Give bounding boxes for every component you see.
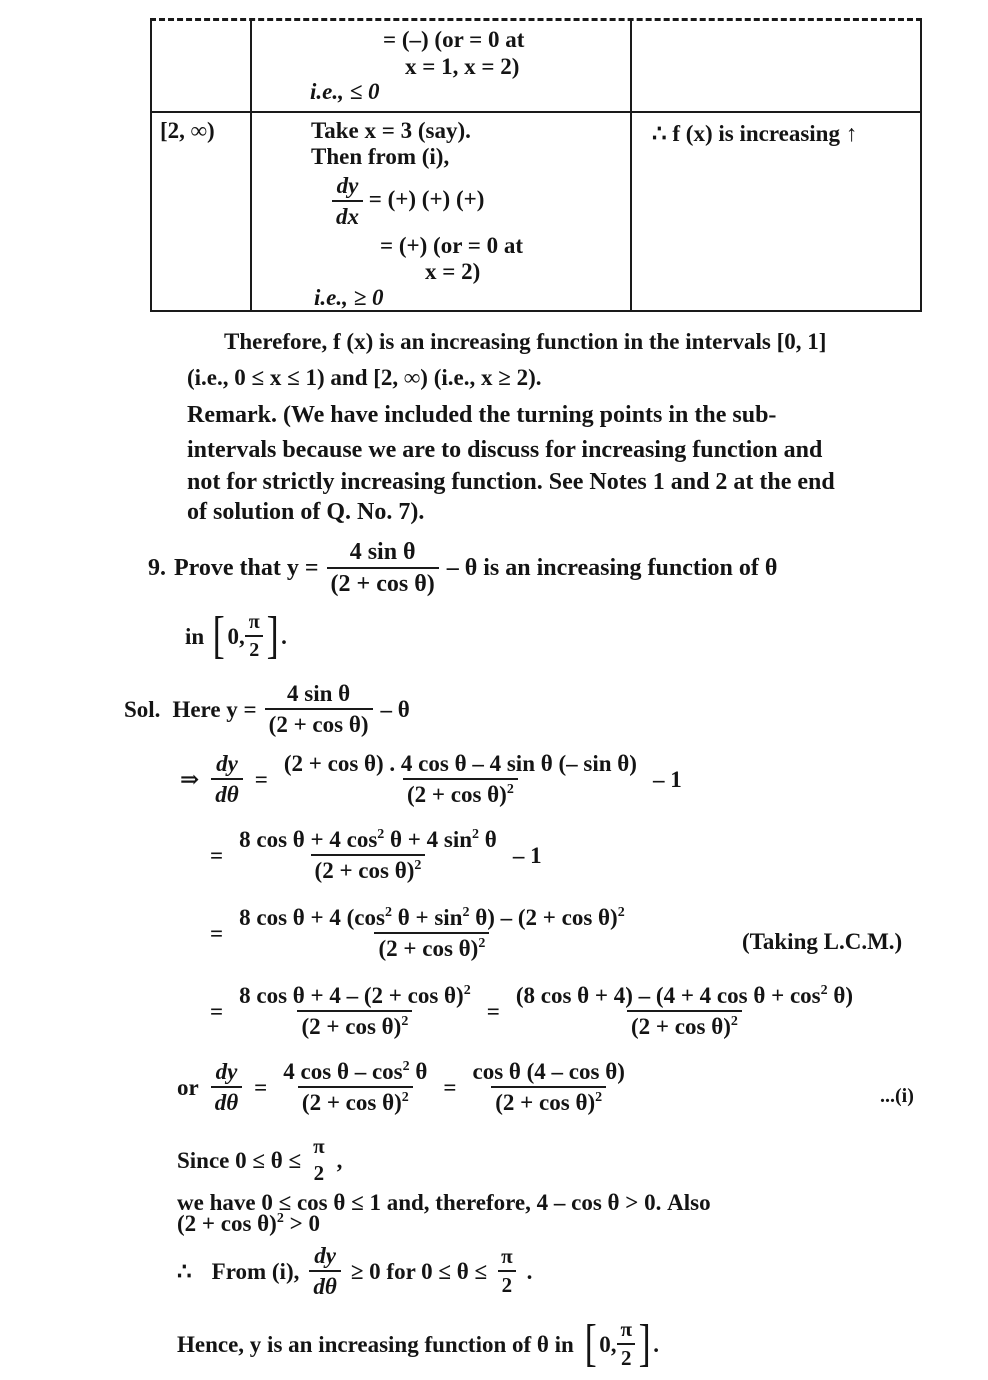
step-3: = $\frac{8 \cos \theta + 4 (\cos^2 \theta + \sin^2 \theta) - (2 + \cos \theta)^2}{(2 + \cos \theta)^2}$ [210,905,625,961]
solution-label: Sol. [124,696,161,722]
closed-interval: [ 0, $\frac{\pi}{2}$ ] . [584,1315,660,1372]
step-6: or $\frac{dy}{d\theta}$ = $\frac{4 \cos \theta - \cos^2 \theta}{(2 + \cos \theta)^2}$ = $\frac{\text{cos θ (4 – cos θ)}}{(2 + \cos \theta)^2}$ [177,1059,625,1115]
equation-label: ...(i) [880,1085,914,1107]
row2-result: i.e., ≥ 0 [314,285,384,310]
row1-result: i.e., ≤ 0 [310,79,380,104]
row2-zero-point: x = 2) [425,259,481,284]
row2-derivative [332,174,484,228]
table-column-divider [250,18,252,312]
table-border-right [920,18,922,312]
step-4: = $\frac{8 \cos \theta + 4 - (2 + \cos \theta)^2}{(2 + \cos \theta)^2}$ = $\frac{(8 \cos \theta + 4) - (4 + 4 \cos \theta + \cos^2 \theta)}{(2 + \cos \theta)^2}$ [210,983,854,1039]
closed-interval: [ 0, $\frac{\pi}{2}$ ] . [212,607,287,664]
row1-zero-points: x = 1, x = 2) [405,54,520,79]
question-suffix: – θ is an increasing function of θ [446,555,778,581]
from-i-line: ∴ From (i), $\frac{dy}{d\theta}$ ≥ 0 for 0 ≤ θ ≤ $\frac{\pi}{2}$ . [177,1243,533,1299]
row2-sign-line: = (+) (or = 0 at [380,233,523,258]
row2-then-from: Then from (i), [311,144,450,169]
sign-table [150,18,922,312]
step-2: = $\frac{8 \cos \theta + 4 \cos^2 \theta + 4 \sin^2 \theta}{(2 + \cos \theta)^2}$ – 1 [210,827,542,883]
lcm-note: (Taking L.C.M.) [742,929,903,954]
table-top-dashed-border [150,18,922,21]
also-line: $(2 + \cos \theta)^2 > 0$ [177,1211,320,1236]
remark-line-2: intervals because we are to discuss for increasing function and [187,437,823,463]
hence-line: Hence, y is an increasing function of θ in [ 0, $\frac{\pi}{2}$ ] . [177,1315,660,1372]
row2-take-value: Take x = 3 (say). [311,118,471,143]
question-interval: in [ 0, $\frac{\pi}{2}$ ] . [185,607,287,664]
row2-conclusion: ∴ f (x) is increasing ↑ [652,121,858,146]
solution-here: Sol. Here y = $\frac{\text{4 sin θ}}{\text{(2 + cos θ)}}$ – θ [124,681,410,737]
therefore-line-2: (i.e., 0 ≤ x ≤ 1) and [2, ∞) (i.e., x ≥ 2). [187,365,542,390]
dy-dx-fraction: $\frac{dy}{dx}$ [332,174,363,228]
table-row-divider [150,111,922,113]
we-have-line: we have 0 ≤ cos θ ≤ 1 and, therefore, 4 – cos θ > 0. Also [177,1190,711,1215]
table-border-left [150,18,152,312]
step-1: ⇒ $\frac{dy}{d\theta}$ = $\frac{\text{(2 + cos θ) . 4 cos θ – 4 sin θ (– sin θ)}}{(2 + \cos \theta)^2}$ – 1 [180,751,682,807]
remark-line-3: not for strictly increasing function. See Notes 1 and 2 at the end [187,469,835,495]
remark-line-1: Remark. (We have included the turning points in the sub- [187,402,777,428]
row2-signs: = (+) (+) (+) [368,186,485,212]
therefore-line-1: Therefore, f (x) is an increasing function in the intervals [0, 1] [224,329,827,354]
remark-line-4: of solution of Q. No. 7). [187,499,425,525]
row1-sign-line: = (–) (or = 0 at [383,27,525,52]
remark-label: Remark. [187,402,277,428]
question-number: 9. [148,555,166,581]
table-border-bottom [150,310,922,312]
row2-interval: [2, ∞) [160,118,215,143]
table-column-divider [630,18,632,312]
question-prefix: Prove that y = [174,555,319,581]
question-9 [148,540,777,596]
since-line: Since 0 ≤ θ ≤ π 2 , [177,1134,343,1185]
question-fraction: $\frac{\text{4 sin θ}}{\text{(2 + cos θ)}}$ [327,540,439,596]
